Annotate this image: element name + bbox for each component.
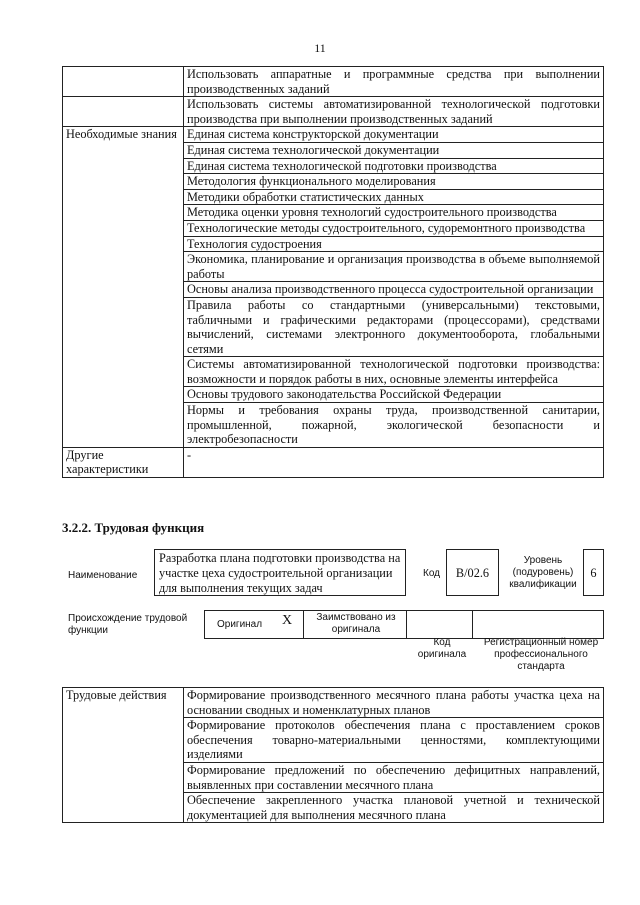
function-name: Разработка плана подготовки производства на участке цеха судостроительной организации для выполнения текущих задач: [159, 551, 401, 595]
borrowed-label: Заимствовано из оригинала: [316, 612, 396, 635]
original-mark: X: [282, 613, 293, 628]
knowledge-item: Технологические методы судостроительного, судоремонтного производства: [184, 220, 604, 236]
reg-number-label: Регистрационный номер профессионального стандарта: [483, 637, 599, 672]
knowledge-table: [62, 66, 604, 478]
table-row: [63, 67, 604, 97]
table-row: [63, 447, 604, 477]
knowledge-item: Единая система конструкторской документации: [184, 127, 604, 143]
knowledge-item: Методология функционального моделирования: [184, 174, 604, 190]
knowledge-label: Необходимые знания: [63, 127, 184, 447]
original-label: Оригинал: [217, 619, 263, 630]
labor-action-item: Формирование протоколов обеспечения плана с проставлением сроков обеспечения товарно-материальными ценностями, комплектующими изделиями: [184, 718, 604, 763]
code-original-label: Код оригинала: [417, 637, 467, 660]
code-value-box: [446, 549, 499, 596]
skill-item: Использовать аппаратные и программные средства при выполнении производственных заданий: [184, 67, 604, 97]
knowledge-item: Технология судостроения: [184, 236, 604, 252]
origin-label: Происхождение трудовой функции: [68, 613, 188, 636]
labor-actions-table: [62, 687, 604, 823]
origin-divider: [407, 610, 473, 639]
qualification-level-label: Уровень (подуровень) квалификации: [509, 555, 577, 590]
page-number: 11: [314, 41, 326, 55]
code-label: Код: [423, 568, 441, 579]
skills-label-cell: [63, 97, 184, 127]
skills-label-cell: [63, 67, 184, 97]
labor-action-item: Формирование производственного месячного плана работы участка цеха на основании сводных и номенклатурных планов: [184, 688, 604, 718]
table-row: [63, 127, 604, 143]
knowledge-item: Единая система технологической документации: [184, 142, 604, 158]
labor-action-item: Формирование предложений по обеспечению дефицитных направлений, выявленных при составлении месячного плана: [184, 762, 604, 792]
knowledge-item: Основы анализа производственного процесса судостроительной организации: [184, 282, 604, 298]
other-characteristics-label: Другие характеристики: [63, 447, 184, 477]
skill-item: Использовать системы автоматизированной технологической подготовки производства при выполнении производственных заданий: [184, 97, 604, 127]
knowledge-item: Единая система технологической подготовки производства: [184, 158, 604, 174]
labor-action-item: Обеспечение закрепленного участка плановой учетной и технической документацией для выполнения месячного плана: [184, 793, 604, 823]
table-row: [63, 97, 604, 127]
knowledge-item: Методики обработки статистических данных: [184, 189, 604, 205]
table-row: [63, 688, 604, 718]
knowledge-item: Системы автоматизированной технологической подготовки производства: возможности и порядок работы в них, основные элементы интерфейса: [184, 357, 604, 387]
qualification-level-box: [583, 549, 604, 596]
knowledge-item: Правила работы со стандартными (универсальными) текстовыми, табличными и графическими редакторами (процессорами), средствами вычислений, системами электронного документооборота, глобальными сетями: [184, 297, 604, 356]
qualification-level-value: 6: [590, 566, 597, 580]
code-value: B/02.6: [455, 566, 490, 580]
knowledge-item: Нормы и требования охраны труда, производственной санитарии, промышленной, пожарной, экологической безопасности и электробезопасности: [184, 403, 604, 448]
knowledge-item: Экономика, планирование и организация производства в объеме выполняемой работы: [184, 252, 604, 282]
knowledge-item: Основы трудового законодательства Российской Федерации: [184, 387, 604, 403]
knowledge-item: Методика оценки уровня технологий судостроительного производства: [184, 205, 604, 221]
section-title: 3.2.2. Трудовая функция: [62, 520, 205, 535]
other-characteristics-value: -: [184, 447, 604, 477]
labor-actions-label: Трудовые действия: [63, 688, 184, 823]
function-name-box: [154, 549, 406, 596]
name-label: Наименование: [68, 570, 138, 581]
